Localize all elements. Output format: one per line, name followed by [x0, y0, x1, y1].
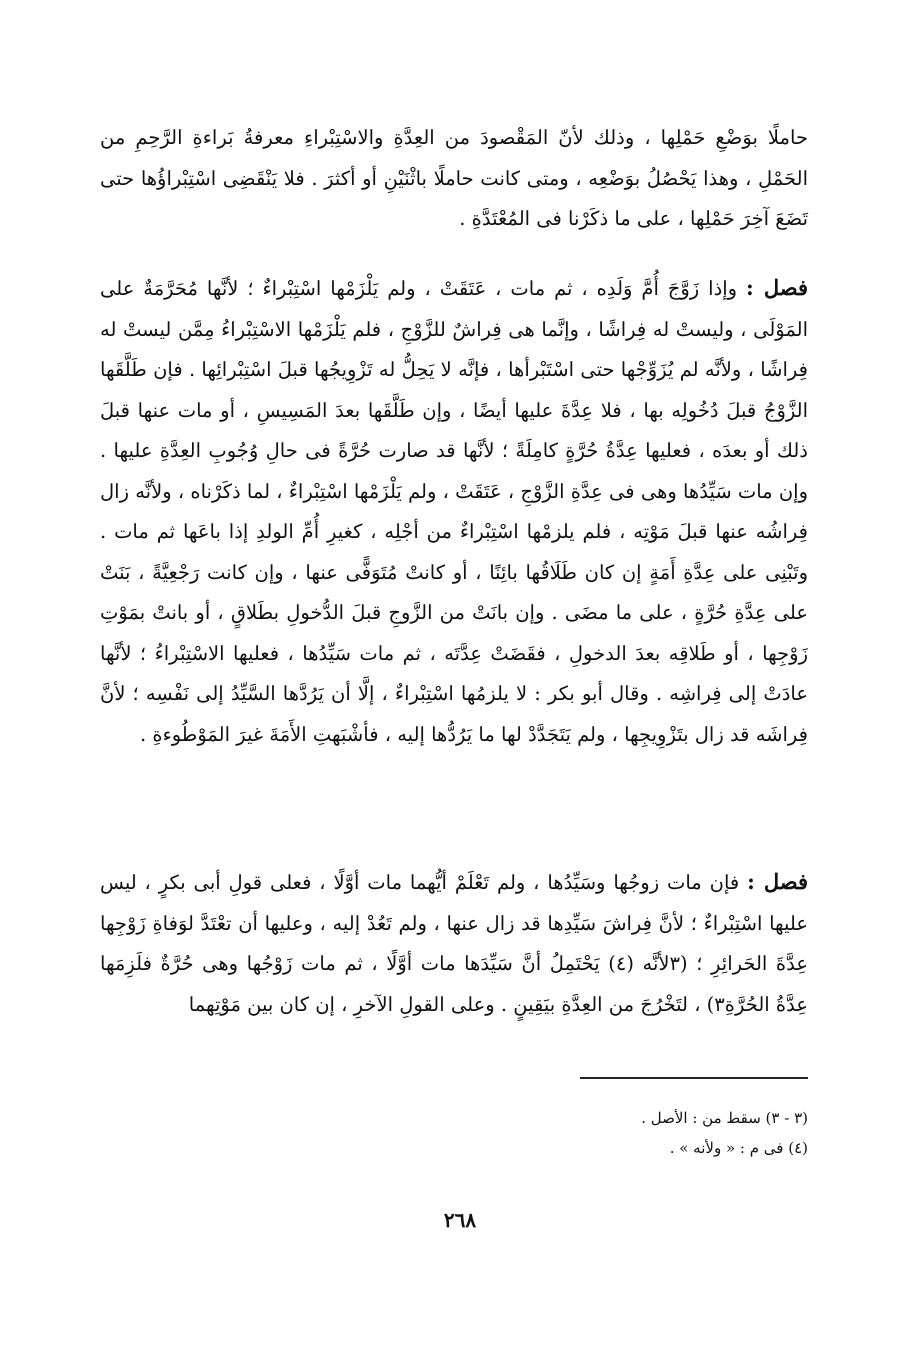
- footnote-item: (٣ - ٣) سقط من : الأصل .: [641, 1109, 808, 1127]
- paragraph-fasl-1: [100, 268, 808, 755]
- section-heading: فصل :: [746, 275, 808, 300]
- footnotes: [300, 1103, 808, 1163]
- paragraph-text: وإذا زَوَّجَ أُمَّ وَلَدِه ، ثم مات ، عَتَقَتْ ، ولم يَلْزَمْها اسْتِبْراءٌ ؛ لأنَّها مُحَرَّمَةٌ على المَوْلَى ، وليستْ له فِراشًا ، وإنَّما هى فِراشٌ للزَّوْجِ ، فلم يَلْزَمْها الاسْتِبْراءُ مِمَّن ليستْ له فِراشًا ، ولأنَّه لم يُزَوِّجْها حتى اسْتَبْرأها ، فإنَّه لا يَحِلُّ له تَزْوِيجُها قبلَ اسْتِبْرائِها . فإن طَلَّقَها الزَّوْجُ قبلَ دُخُولِه بها ، فلا عِدَّةَ عليها أيضًا ، وإن طَلَّقَها بعدَ المَسِيسِ ، أو مات عنها قبلَ ذلك أو بعدَه ، فعليها عِدَّةُ حُرَّةٍ كامِلَةً ؛ لأنَّها قد صارت حُرَّةً فى حالِ وُجُوبِ العِدَّةِ عليها . وإن مات سَيِّدُها وهى فى عِدَّةِ الزَّوْجِ ، عَتَقَتْ ، ولم يَلْزَمْها اسْتِبْراءٌ ، لما ذكَرْناه ، ولأنَّه زال فِراشُه عنها قبلَ مَوْتِه ، فلم يلزمْها اسْتِبْراءٌ من أجْلِه ، كغيرِ أُمِّ الولدِ إذا باعَها ثم مات . وتَبْنِى على عِدَّةِ أَمَةٍ إن كان طَلَاقُها بائِنًا ، أو كانتْ مُتَوَفًّى عنها ، وإن كانت رَجْعِيَّةً ، بَنَتْ على عِدَّةِ حُرَّةٍ ، على ما مضَى . وإن بانَتْ من الزَّوجِ قبلَ الدُّخولِ بطَلاقٍ ، أو بانتْ بمَوْتِ زَوْجِها ، أو طَلاقِه بعدَ الدخولِ ، فقَضَتْ عِدَّتَه ، ثم مات سَيِّدُها ، فعليها الاسْتِبْراءُ ؛ لأنَّها عادَتْ إلى فِراشِه . وقال أبو بكر : لا يلزمُها اسْتِبْراءٌ ، إلَّا أن يَرُدَّها السَّيِّدُ إلى نَفْسِه ؛ لأنَّ فِراشَه قد زال بتَزْوِيجِها ، ولم يَتَجَدَّدْ لها ما يَرُدُّها إليه ، فأشْبَهتِ الأَمَةَ غيرَ المَوْطُوءةِ .: [100, 277, 808, 746]
- page-number: ٢٦٨: [443, 1208, 477, 1232]
- paragraph-text: حاملًا بوَضْعِ حَمْلِها ، وذلك لأنّ المَقْصودَ من العِدَّةِ والاسْتِبْراءِ معرفةُ بَراءةِ الرَّحِمِ من الحَمْلِ ، وهذا يَحْصُلُ بوَضْعِه ، ومتى كانت حاملًا باثْنَيْنِ أو أكثرَ . فلا يَنْقَضِى اسْتِبْراؤُها حتى تَضَعَ آخِرَ حَمْلِها ، على ما ذكَرْنا فى المُعْتَدَّةِ .: [100, 126, 808, 230]
- footnote-item: (٤) فى م : « ولأنه » .: [669, 1139, 808, 1157]
- paragraph-fasl-2: [100, 862, 808, 1025]
- paragraph-body: [100, 862, 808, 1025]
- footnote-separator: [580, 1077, 808, 1079]
- paragraph-text: فإن مات زوجُها وسَيِّدُها ، ولم تَعْلَمْ أيُّهما مات أوَّلًا ، فعلى قولِ أبى بكرٍ ، ليس عليها اسْتِبْراءٌ ؛ لأنَّ فِراشَ سَيِّدِها قد زال عنها ، ولم تَعُدْ إليه ، وعليها أن تعْتَدَّ لوَفاةِ زَوْجِها عِدَّةَ الحَرائِرِ ؛ (٣لأنَّه (٤) يَحْتَمِلُ أنَّ سَيِّدَها مات أوَّلًا ، ثم مات زَوْجُها وهى حُرَّةٌ فلَزِمَها عِدَّةُ الحُرَّةِ٣) ، لتَخْرُجَ من العِدَّةِ بيَقِينٍ . وعلى القولِ الآخرِ ، إن كان بين مَوْتِهما: [100, 871, 808, 1016]
- section-heading: فصل :: [747, 869, 808, 894]
- paragraph-body: [100, 268, 808, 755]
- paragraph-continuation: [100, 118, 808, 240]
